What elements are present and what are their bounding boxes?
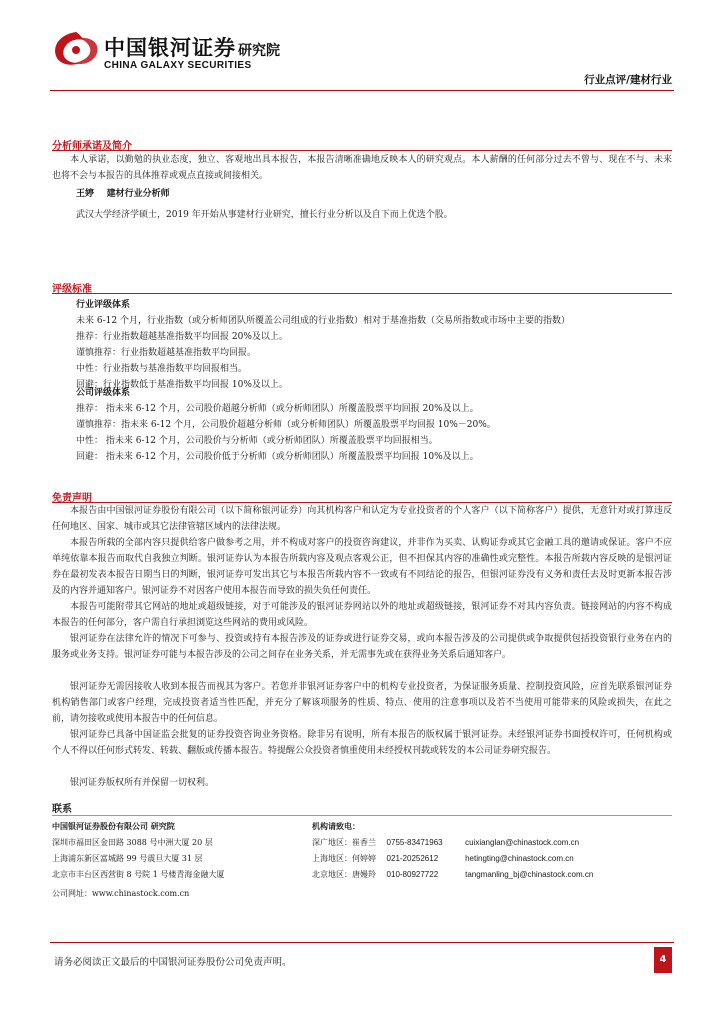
contact-section-title: 联系 (52, 804, 72, 815)
contact-region: 北京地区：唐嫚羚 (312, 870, 376, 879)
brand-name-cn: 中国银河证券 (104, 36, 236, 60)
contact-email-link[interactable]: hetingting@chinastock.com.cn (465, 854, 574, 863)
disclaimer-paragraph: 银河证券在法律允许的情况下可参与、投资或持有本报告涉及的证券或进行证券交易，或向本报告涉及的公司提供或争取提供包括投资银行业务在内的服务或业务支持。银河证券可能与本报告涉及的公司之间存在业务关系，并无需事先或在获得业务关系后通知客户。 (52, 634, 672, 660)
section-divider (52, 815, 672, 816)
industry-rating-item: 谨慎推荐：行业指数超越基准指数平均回报。 (76, 348, 257, 358)
rating-section-title: 评级标准 (52, 284, 92, 295)
analyst-section-title: 分析师承诺及简介 (52, 141, 132, 152)
industry-rating-title: 行业评级体系 (76, 300, 131, 310)
contact-company: 中国银河证券股份有限公司 研究院 (52, 822, 175, 831)
disclaimer-section-title: 免责声明 (52, 493, 92, 504)
disclaimer-paragraph: 本报告由中国银河证券股份有限公司（以下简称银河证券）向其机构客户和认定为专业投资者的个人客户（以下简称客户）提供，无意针对或打算违反任何地区、国家、城市或其它法律管辖区域内的法律法规。 (52, 506, 672, 532)
brand-subtitle: 研究院 (238, 43, 280, 59)
report-category: 行业点评/建材行业 (584, 74, 672, 86)
analyst-name: 王婷 (76, 189, 95, 199)
contact-address: 上海浦东新区富城路 99 号震旦大厦 31 层 (52, 854, 203, 863)
company-rating-item: 推荐： 指未来 6-12 个月，公司股价超越分析师（或分析师团队）所覆盖股票平均回报 20%及以上。 (76, 404, 479, 414)
disclaimer-paragraph: 本报告可能附带其它网站的地址或超级链接，对于可能涉及的银河证券网站以外的地址或超级链接，银河证券不对其内容负责。链接网站的内容不构成本报告的任何部分，客户需自行承担浏览这些网站的费用或风险。 (52, 602, 672, 628)
contact-phone: 010-80927722 (386, 870, 439, 879)
company-rating-item: 中性： 指未来 6-12 个月，公司股价与分析师（或分析师团队）所覆盖股票平均回报相当。 (76, 436, 438, 446)
page-number: 4 (654, 947, 672, 973)
contact-region: 深广地区：崔香兰 (312, 838, 376, 847)
analyst-pledge: 本人承诺，以勤勉的执业态度，独立、客观地出具本报告，本报告清晰准确地反映本人的研究观点。本人薪酬的任何部分过去不曾与、现在不与、未来也将不会与本报告的具体推荐或观点直接或间接相关。 (52, 155, 672, 181)
contact-email-link[interactable]: cuixianglan@chinastock.com.cn (465, 838, 580, 847)
analyst-bio: 武汉大学经济学硕士，2019 年开始从事建材行业研究，擅长行业分析以及自下而上优选个股。 (76, 210, 453, 220)
disclaimer-paragraph: 银河证券已具备中国证监会批复的证券投资咨询业务资格。除非另有说明，所有本报告的版权属于银河证券。未经银河证券书面授权许可，任何机构或个人不得以任何形式转发、转载、翻版或传播本报告。特提醒公众投资者慎重使用未经授权刊载或转发的本公司证券研究报告。 (52, 730, 672, 756)
galaxy-logo-icon (50, 30, 102, 68)
section-divider (52, 150, 672, 151)
contact-address: 深圳市福田区金田路 3088 号中洲大厦 20 层 (52, 838, 213, 847)
contact-phone: 021-20252612 (386, 854, 439, 863)
institution-contact-title: 机构请致电： (312, 822, 360, 831)
company-rating-item: 谨慎推荐：指未来 6-12 个月，公司股价超越分析师（或分析师团队）所覆盖股票平均回报 10%－20%。 (76, 420, 496, 430)
footer-disclaimer-note: 请务必阅读正文最后的中国银河证券股份公司免责声明。 (54, 957, 292, 968)
industry-rating-item: 回避：行业指数低于基准指数平均回报 10%及以上。 (76, 380, 288, 390)
disclaimer-paragraph: 银河证券版权所有并保留一切权利。 (70, 778, 215, 788)
contact-phone: 0755-83471963 (386, 838, 443, 847)
disclaimer-paragraph: 本报告所载的全部内容只提供给客户做参考之用，并不构成对客户的投资咨询建议，并非作为买卖、认购证券或其它金融工具的邀请或保证。客户不应单纯依靠本报告而取代自我独立判断。银河证券认为本报告所载内容及观点客观公正，但不担保其内容的准确性或完整性。本报告所载内容反映的是银河证券在最初发表本报告日期当日的判断，银河证券可发出其它与本报告所载内容不一致或有不同结论的报告，但银河证券没有义务和责任去及时更新本报告涉及的内容并通知客户。银河证券不对因客户使用本报告而导致的损失负任何责任。 (52, 538, 672, 596)
analyst-line (76, 186, 170, 199)
brand-name-en: CHINA GALAXY SECURITIES (104, 60, 252, 71)
institution-contact-row (312, 837, 579, 848)
industry-rating-desc: 未来 6-12 个月，行业指数（或分析师团队所覆盖公司组成的行业指数）相对于基准指数（交易所指数或市场中主要的指数） (76, 316, 570, 326)
company-website-link[interactable]: 公司网址：www.chinastock.com.cn (52, 889, 190, 898)
company-rating-item: 回避： 指未来 6-12 个月，公司股价低于分析师（或分析师团队）所覆盖股票平均回报 10%及以上。 (76, 452, 479, 462)
header-divider (50, 90, 674, 91)
industry-rating-item: 中性：行业指数与基准指数平均回报相当。 (76, 364, 248, 374)
contact-region: 上海地区：何婷婷 (312, 854, 376, 863)
contact-email-link[interactable]: tangmanling_bj@chinastock.com.cn (465, 870, 594, 879)
footer-divider (50, 942, 674, 943)
institution-contact-row (312, 853, 574, 864)
contact-address: 北京市丰台区西营街 8 号院 1 号楼青海金融大厦 (52, 870, 225, 879)
analyst-role: 建材行业分析师 (106, 189, 170, 199)
disclaimer-paragraph: 银河证券无需因接收人收到本报告而视其为客户。若您并非银河证券客户中的机构专业投资者，为保证服务质量、控制投资风险，应首先联系银河证券机构销售部门或客户经理，完成投资者适当性匹配，并充分了解该项服务的性质、特点、使用的注意事项以及若不当使用可能带来的风险或损失，在此之前，请勿接收或使用本报告中的任何信息。 (52, 682, 672, 724)
institution-contact-row (312, 869, 593, 880)
industry-rating-item: 推荐：行业指数超越基准指数平均回报 20%及以上。 (76, 332, 288, 342)
section-divider (52, 293, 672, 294)
company-rating-title: 公司评级体系 (76, 388, 131, 398)
